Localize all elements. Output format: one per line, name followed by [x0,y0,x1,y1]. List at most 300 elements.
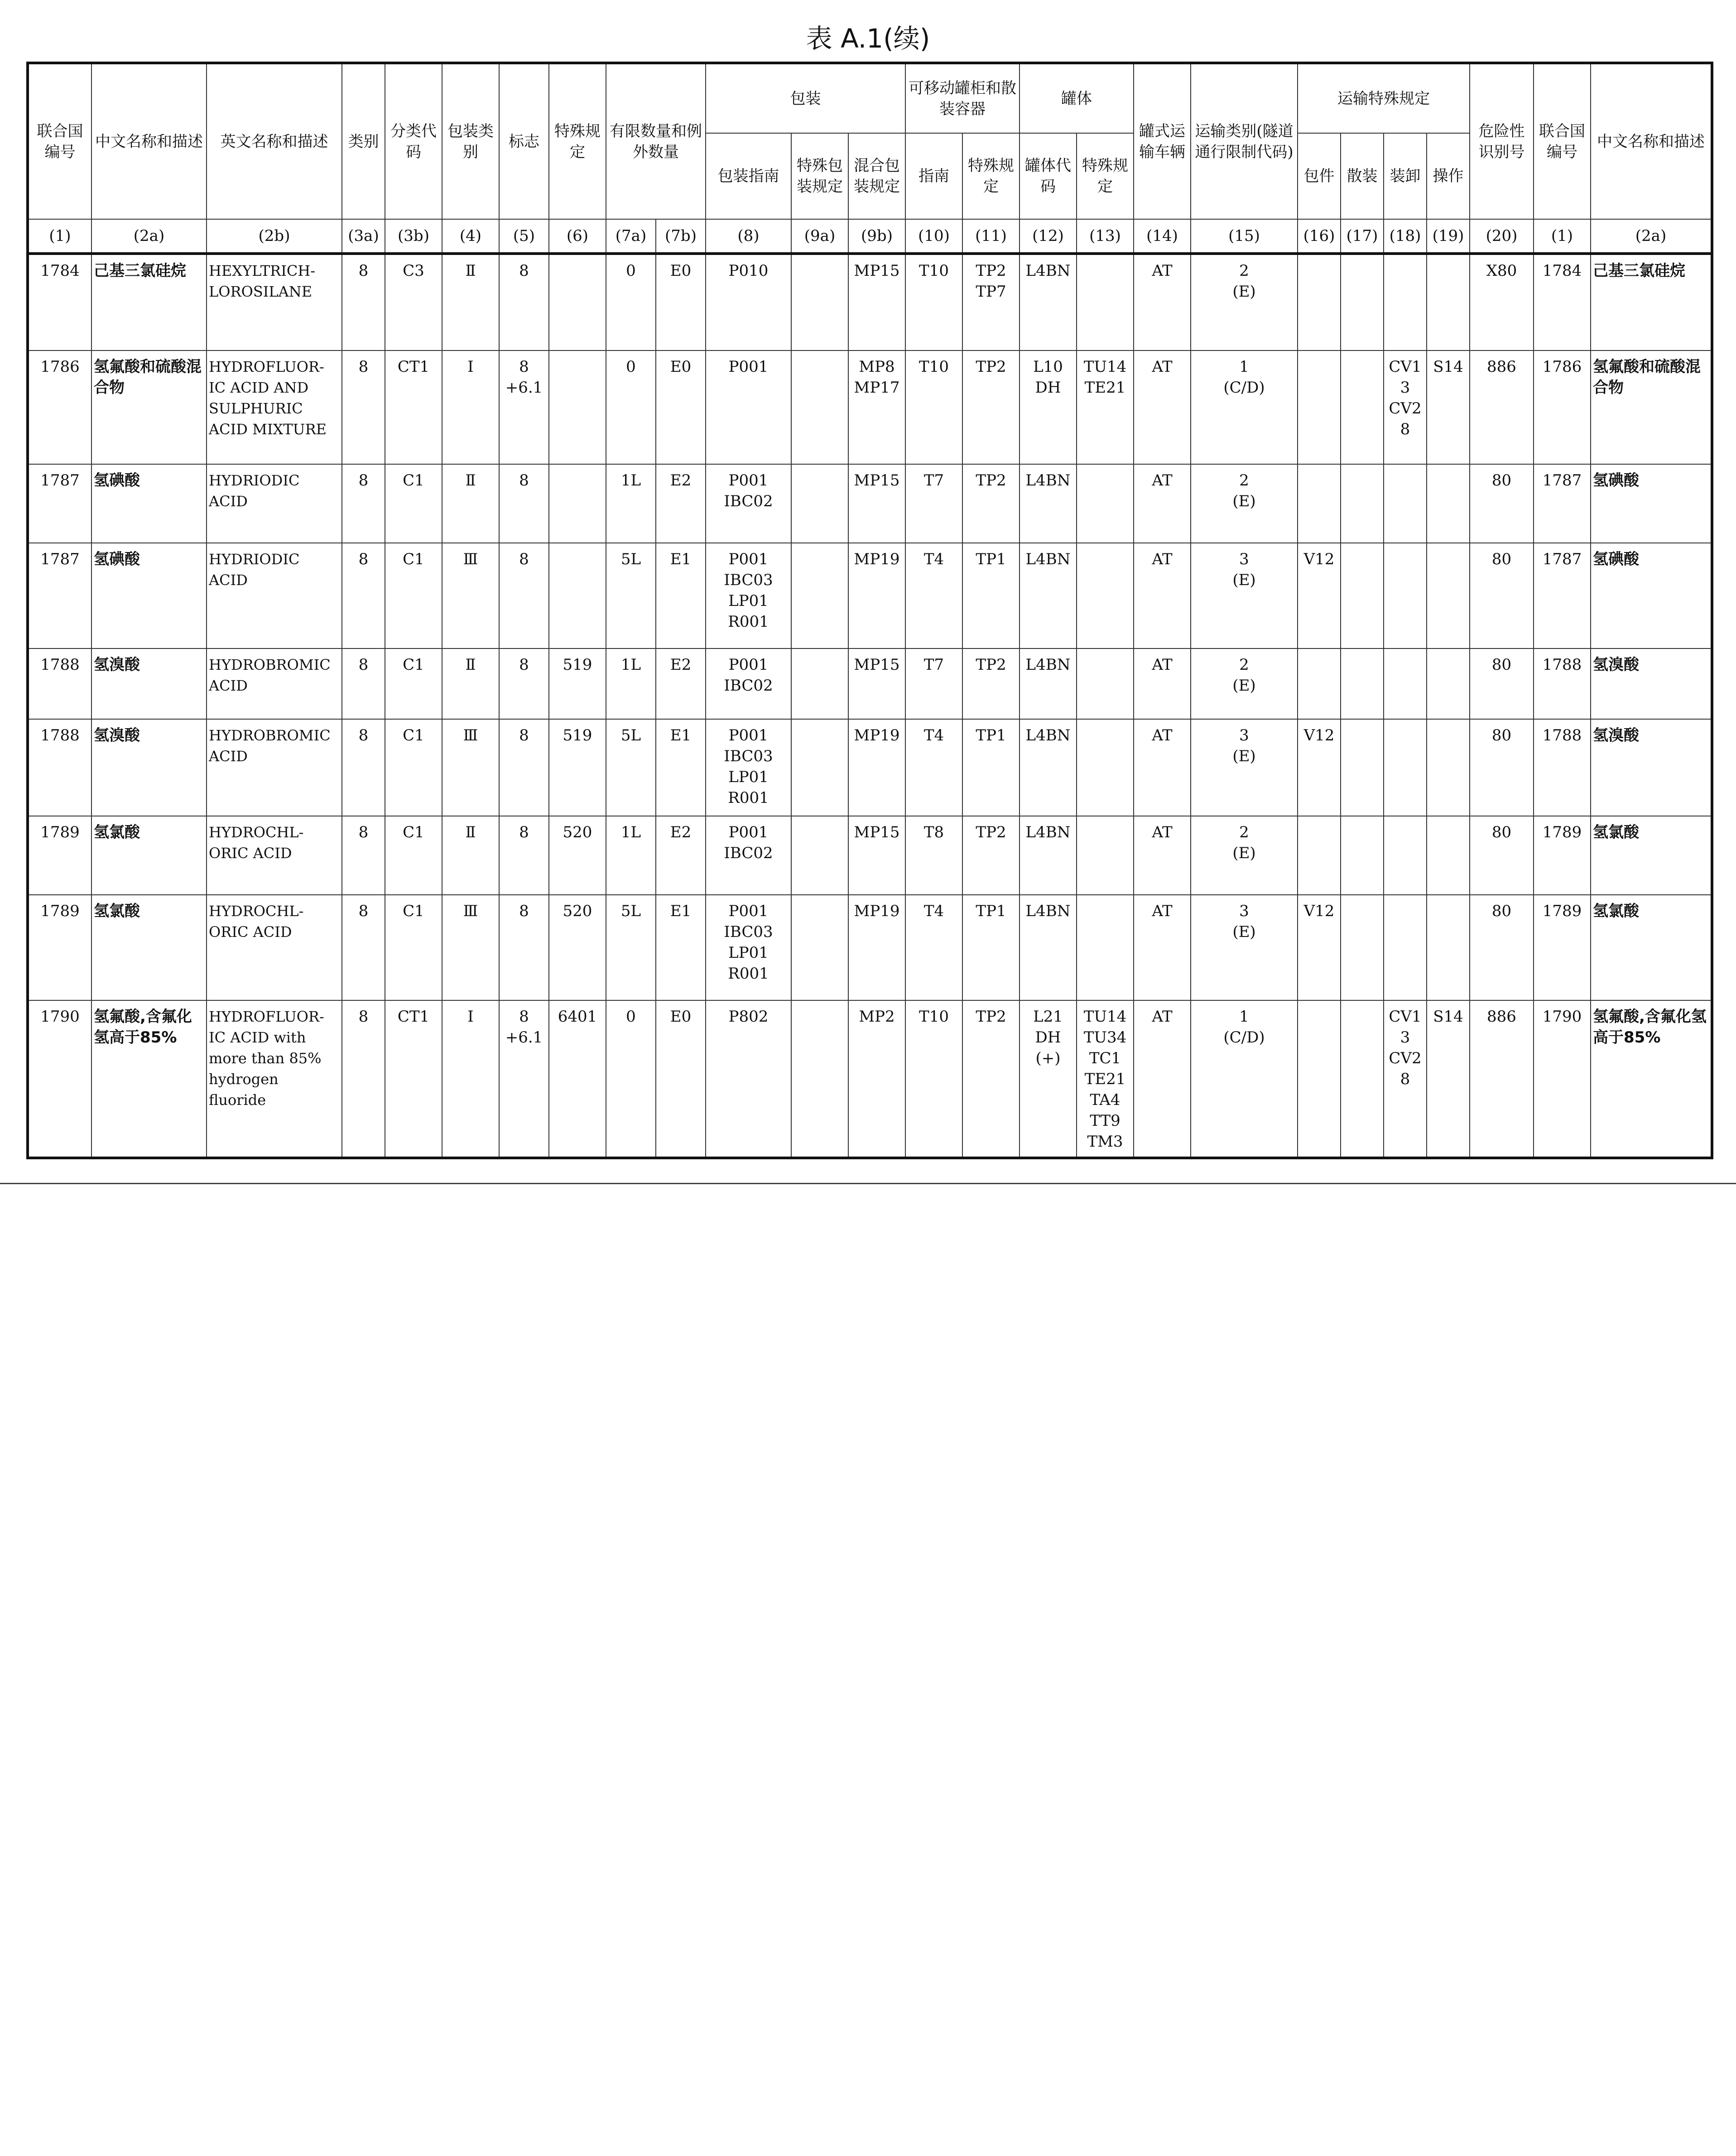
table-cell [791,543,848,648]
table-cell [549,464,606,543]
table-cell: 己基三氯硅烷 [91,254,207,351]
table-cell: TP1 [962,543,1019,648]
table-cell: Ⅱ [442,816,499,895]
table-cell: 80 [1470,895,1534,1000]
table-cell [791,351,848,464]
table-cell: T7 [905,464,962,543]
table-cell: 1L [606,816,656,895]
header-pt-special: 特殊规定 [962,133,1019,219]
table-cell: Ⅱ [442,648,499,719]
table-cell: L4BN [1019,895,1077,1000]
table-cell: CT1 [385,351,442,464]
table-cell: 520 [549,895,606,1000]
table-cell: TP1 [962,895,1019,1000]
table-row [28,719,1712,816]
table-cell [791,464,848,543]
table-cell: 氢溴酸 [1591,648,1712,719]
table-cell [1427,719,1470,816]
table-cell: 5L [606,895,656,1000]
table-cell: V12 [1298,895,1341,1000]
table-row [28,543,1712,648]
table-cell: P001 IBC02 [706,816,791,895]
column-number: (7b) [656,219,706,254]
table-cell: P001 IBC03 LP01 R001 [706,543,791,648]
header-class: 类别 [342,63,385,219]
table-cell [1077,464,1134,543]
column-number: (11) [962,219,1019,254]
table-cell: 8 [499,719,549,816]
table-cell: 8 +6.1 [499,1000,549,1158]
table-cell: 1 (C/D) [1191,351,1298,464]
column-number: (3a) [342,219,385,254]
header-packing-group: 包装类别 [442,63,499,219]
table-cell: 8 [499,648,549,719]
table-cell: 1784 [28,254,91,351]
table-cell: L4BN [1019,719,1077,816]
header-tank-vehicle: 罐式运输车辆 [1134,63,1191,219]
table-cell: L10 DH [1019,351,1077,464]
table-cell: MP15 [848,816,905,895]
header-portable-tanks: 可移动罐柜和散装容器 [905,63,1019,133]
table-cell [1298,1000,1341,1158]
table-cell [1384,895,1427,1000]
table-cell: S14 [1427,1000,1470,1158]
table-cell: P802 [706,1000,791,1158]
table-cell: 5L [606,719,656,816]
header-operation: 操作 [1427,133,1470,219]
table-cell [791,254,848,351]
table-row [28,895,1712,1000]
table-cell: 1789 [28,895,91,1000]
table-cell [1384,719,1427,816]
table-cell [1341,254,1384,351]
header-special-transport: 运输特殊规定 [1298,63,1470,133]
header-bulk: 散装 [1341,133,1384,219]
table-cell: L4BN [1019,543,1077,648]
column-number: (2a) [1591,219,1712,254]
table-cell: T7 [905,648,962,719]
table-cell: 0 [606,351,656,464]
table-cell: 氢溴酸 [1591,719,1712,816]
table-cell: T4 [905,895,962,1000]
table-cell [549,351,606,464]
table-cell: C1 [385,648,442,719]
table-cell: TP2 [962,648,1019,719]
dangerous-goods-table [26,62,1713,1159]
table-cell: 1787 [28,464,91,543]
table-cell: 己基三氯硅烷 [1591,254,1712,351]
column-number: (20) [1470,219,1534,254]
table-cell: 519 [549,719,606,816]
table-cell: 0 [606,1000,656,1158]
table-cell [1077,543,1134,648]
header-hazard-id: 危险性识别号 [1470,63,1534,219]
table-cell: E1 [656,719,706,816]
header-un-no-2: 联合国编号 [1534,63,1591,219]
table-cell: 1789 [1534,816,1591,895]
table-cell: E2 [656,464,706,543]
table-cell [1384,816,1427,895]
table-row [28,254,1712,351]
page-divider [0,1183,1736,1184]
table-cell [1427,648,1470,719]
table-cell: HYDROBROMIC ACID [207,648,342,719]
header-name-cn: 中文名称和描述 [91,63,207,219]
table-row [28,464,1712,543]
table-cell: Ⅲ [442,719,499,816]
table-cell: E2 [656,648,706,719]
table-cell: 8 [342,895,385,1000]
table-cell: 8 [342,351,385,464]
table-cell [1341,719,1384,816]
table-cell: 1788 [28,719,91,816]
header-pt-instructions: 指南 [905,133,962,219]
table-title: 表 A.1(续) [806,23,930,54]
table-cell: L21 DH (+) [1019,1000,1077,1158]
header-packaging: 包装 [706,63,905,133]
header-tank-code: 罐体代码 [1019,133,1077,219]
table-cell: TP2 [962,816,1019,895]
table-cell [791,816,848,895]
table-cell [1341,1000,1384,1158]
column-number: (6) [549,219,606,254]
table-cell: C1 [385,464,442,543]
header-mixed-packing: 混合包装规定 [848,133,905,219]
table-cell: CV13 CV28 [1384,351,1427,464]
table-cell: Ⅰ [442,1000,499,1158]
table-cell: AT [1134,1000,1191,1158]
table-cell [1427,464,1470,543]
table-cell: L4BN [1019,648,1077,719]
table-cell: Ⅱ [442,464,499,543]
table-cell [1077,895,1134,1000]
header-tanks: 罐体 [1019,63,1134,133]
header-name-en: 英文名称和描述 [207,63,342,219]
table-cell [549,254,606,351]
table-cell: MP19 [848,543,905,648]
table-cell: 1790 [28,1000,91,1158]
table-cell: 氢溴酸 [91,719,207,816]
table-cell: T8 [905,816,962,895]
table-cell: AT [1134,719,1191,816]
table-cell: 886 [1470,351,1534,464]
table-cell: MP15 [848,464,905,543]
table-cell: HYDROBROMIC ACID [207,719,342,816]
table-cell [1427,543,1470,648]
header-un-no: 联合国编号 [28,63,91,219]
column-number: (1) [28,219,91,254]
table-cell: C1 [385,816,442,895]
column-number: (9b) [848,219,905,254]
table-cell: C1 [385,895,442,1000]
table-cell: T10 [905,1000,962,1158]
table-cell: AT [1134,543,1191,648]
table-cell: HEXYLTRICH-LOROSILANE [207,254,342,351]
header-loading: 装卸 [1384,133,1427,219]
table-cell: 1787 [1534,543,1591,648]
column-number: (2b) [207,219,342,254]
table-cell: L4BN [1019,816,1077,895]
table-cell [549,543,606,648]
table-cell: 519 [549,648,606,719]
table-cell: 1786 [28,351,91,464]
table-cell: HYDRIODIC ACID [207,464,342,543]
table-cell: HYDROCHL-ORIC ACID [207,895,342,1000]
table-cell [1077,648,1134,719]
table-cell: 1784 [1534,254,1591,351]
table-cell: 8 [342,719,385,816]
table-cell: P010 [706,254,791,351]
table-cell: 80 [1470,543,1534,648]
column-number: (15) [1191,219,1298,254]
table-cell: T10 [905,351,962,464]
table-cell [1384,464,1427,543]
table-cell: P001 [706,351,791,464]
header-packing-instructions: 包装指南 [706,133,791,219]
table-cell: TP2 [962,464,1019,543]
table-cell: E2 [656,816,706,895]
table-cell: 1788 [28,648,91,719]
table-cell: CV13 CV28 [1384,1000,1427,1158]
column-number: (9a) [791,219,848,254]
table-cell: T10 [905,254,962,351]
table-cell: CT1 [385,1000,442,1158]
table-cell: 氢碘酸 [1591,543,1712,648]
table-cell [1341,816,1384,895]
table-cell: 1L [606,464,656,543]
table-cell: P001 IBC03 LP01 R001 [706,895,791,1000]
table-cell: 氢氟酸,含氟化氢高于85% [1591,1000,1712,1158]
table-cell [1427,816,1470,895]
table-cell: TU14 TE21 [1077,351,1134,464]
table-cell: TP2 [962,351,1019,464]
table-cell: 5L [606,543,656,648]
table-cell: E0 [656,351,706,464]
table-cell: V12 [1298,543,1341,648]
table-cell: TP2 [962,1000,1019,1158]
header-special-provisions: 特殊规定 [549,63,606,219]
column-number: (18) [1384,219,1427,254]
table-cell: 886 [1470,1000,1534,1158]
column-number: (16) [1298,219,1341,254]
table-cell: MP19 [848,719,905,816]
table-cell: C1 [385,543,442,648]
table-cell: E0 [656,1000,706,1158]
table-cell: 8 [499,543,549,648]
table-cell: MP15 [848,254,905,351]
table-cell: Ⅲ [442,895,499,1000]
table-cell: AT [1134,254,1191,351]
table-cell [1298,351,1341,464]
table-cell: C1 [385,719,442,816]
table-cell [1341,464,1384,543]
table-cell [1077,719,1134,816]
column-number: (1) [1534,219,1591,254]
table-cell: AT [1134,648,1191,719]
header-tank-special: 特殊规定 [1077,133,1134,219]
table-row [28,816,1712,895]
table-cell: 1L [606,648,656,719]
table-cell: 1788 [1534,719,1591,816]
table-cell: HYDROCHL-ORIC ACID [207,816,342,895]
table-cell: T4 [905,543,962,648]
column-number: (19) [1427,219,1470,254]
column-number: (2a) [91,219,207,254]
table-cell [1298,464,1341,543]
column-number: (10) [905,219,962,254]
table-cell: AT [1134,895,1191,1000]
table-cell: 2 (E) [1191,816,1298,895]
table-cell: Ⅲ [442,543,499,648]
header-labels: 标志 [499,63,549,219]
table-cell: MP2 [848,1000,905,1158]
table-cell: P001 IBC02 [706,648,791,719]
table-cell: 3 (E) [1191,719,1298,816]
table-cell [791,648,848,719]
table-cell: 8 [499,895,549,1000]
table-row [28,648,1712,719]
column-number: (17) [1341,219,1384,254]
table-cell: 8 [342,816,385,895]
table-cell: Ⅱ [442,254,499,351]
table-cell: 1790 [1534,1000,1591,1158]
table-cell [1341,351,1384,464]
table-body [28,254,1712,1158]
table-cell: 1786 [1534,351,1591,464]
column-number-row [28,219,1712,254]
table-cell: 8 [342,1000,385,1158]
table-cell: C3 [385,254,442,351]
table-cell: 80 [1470,719,1534,816]
column-number: (5) [499,219,549,254]
table-cell: E0 [656,254,706,351]
table-cell: V12 [1298,719,1341,816]
table-cell: 80 [1470,464,1534,543]
table-cell: 3 (E) [1191,895,1298,1000]
table-cell [1384,543,1427,648]
table-cell: 1787 [1534,464,1591,543]
table-cell: L4BN [1019,464,1077,543]
column-number: (13) [1077,219,1134,254]
table-row [28,351,1712,464]
table-cell: 1789 [1534,895,1591,1000]
table-cell [1298,816,1341,895]
table-cell: AT [1134,351,1191,464]
table-cell: HYDROFLUOR-IC ACID with more than 85% hydrogen fluoride [207,1000,342,1158]
table-cell: 氢氟酸和硫酸混合物 [91,351,207,464]
column-number: (4) [442,219,499,254]
table-cell: 1788 [1534,648,1591,719]
table-cell: 氢氯酸 [91,816,207,895]
table-cell [1341,543,1384,648]
table-cell: P001 IBC03 LP01 R001 [706,719,791,816]
header-transport-category: 运输类别(隧道通行限制代码) [1191,63,1298,219]
table-cell [1341,895,1384,1000]
table-cell: 2 (E) [1191,648,1298,719]
table-cell [1427,254,1470,351]
table-cell: X80 [1470,254,1534,351]
table-cell [1384,254,1427,351]
table-cell: 520 [549,816,606,895]
table-cell: E1 [656,543,706,648]
table-cell: 8 [499,254,549,351]
table-cell: 氢氯酸 [91,895,207,1000]
table-cell: MP15 [848,648,905,719]
table-row [28,1000,1712,1158]
table-cell: MP19 [848,895,905,1000]
table-cell: HYDRIODIC ACID [207,543,342,648]
table-cell [1298,648,1341,719]
header-classification-code: 分类代码 [385,63,442,219]
table-cell: AT [1134,816,1191,895]
table-cell: 1 (C/D) [1191,1000,1298,1158]
table-cell: MP8 MP17 [848,351,905,464]
table-cell: HYDROFLUOR-IC ACID AND SULPHURIC ACID MIXTURE [207,351,342,464]
table-cell: 氢碘酸 [91,464,207,543]
table-cell: S14 [1427,351,1470,464]
table-cell: 2 (E) [1191,464,1298,543]
table-cell [1427,895,1470,1000]
table-cell: P001 IBC02 [706,464,791,543]
table-cell: 80 [1470,816,1534,895]
table-cell: 8 [342,254,385,351]
table-cell: 8 [499,816,549,895]
table-cell [1341,648,1384,719]
table-cell: 1787 [28,543,91,648]
table-cell: 氢碘酸 [1591,464,1712,543]
table-cell: 1789 [28,816,91,895]
header-packages: 包件 [1298,133,1341,219]
table-cell: 8 [342,464,385,543]
table-cell: 8 [499,464,549,543]
table-cell [791,719,848,816]
table-cell: Ⅰ [442,351,499,464]
table-cell: 氢氟酸和硫酸混合物 [1591,351,1712,464]
table-cell: 氢氯酸 [1591,816,1712,895]
table-cell [1077,254,1134,351]
column-number: (7a) [606,219,656,254]
table-cell: 6401 [549,1000,606,1158]
table-cell [791,895,848,1000]
column-number: (3b) [385,219,442,254]
table-cell: TP2 TP7 [962,254,1019,351]
table-cell [1298,254,1341,351]
table-cell: 氢碘酸 [91,543,207,648]
table-cell: 8 [342,543,385,648]
table-cell: 8 [342,648,385,719]
header-limited-excepted: 有限数量和例外数量 [606,63,706,219]
table-cell: 氢溴酸 [91,648,207,719]
table-cell: T4 [905,719,962,816]
table-cell: 氢氟酸,含氟化氢高于85% [91,1000,207,1158]
table-cell: 2 (E) [1191,254,1298,351]
table-cell: 80 [1470,648,1534,719]
header-name-cn-2: 中文名称和描述 [1591,63,1712,219]
table-cell [791,1000,848,1158]
column-number: (14) [1134,219,1191,254]
table-cell: 8 +6.1 [499,351,549,464]
table-cell: AT [1134,464,1191,543]
table-cell: 3 (E) [1191,543,1298,648]
column-number: (12) [1019,219,1077,254]
table-cell: E1 [656,895,706,1000]
header-special-packing: 特殊包装规定 [791,133,848,219]
table-cell: TU14 TU34 TC1 TE21 TA4 TT9 TM3 [1077,1000,1134,1158]
table-cell: TP1 [962,719,1019,816]
column-number: (8) [706,219,791,254]
table-cell: L4BN [1019,254,1077,351]
table-cell: 氢氯酸 [1591,895,1712,1000]
